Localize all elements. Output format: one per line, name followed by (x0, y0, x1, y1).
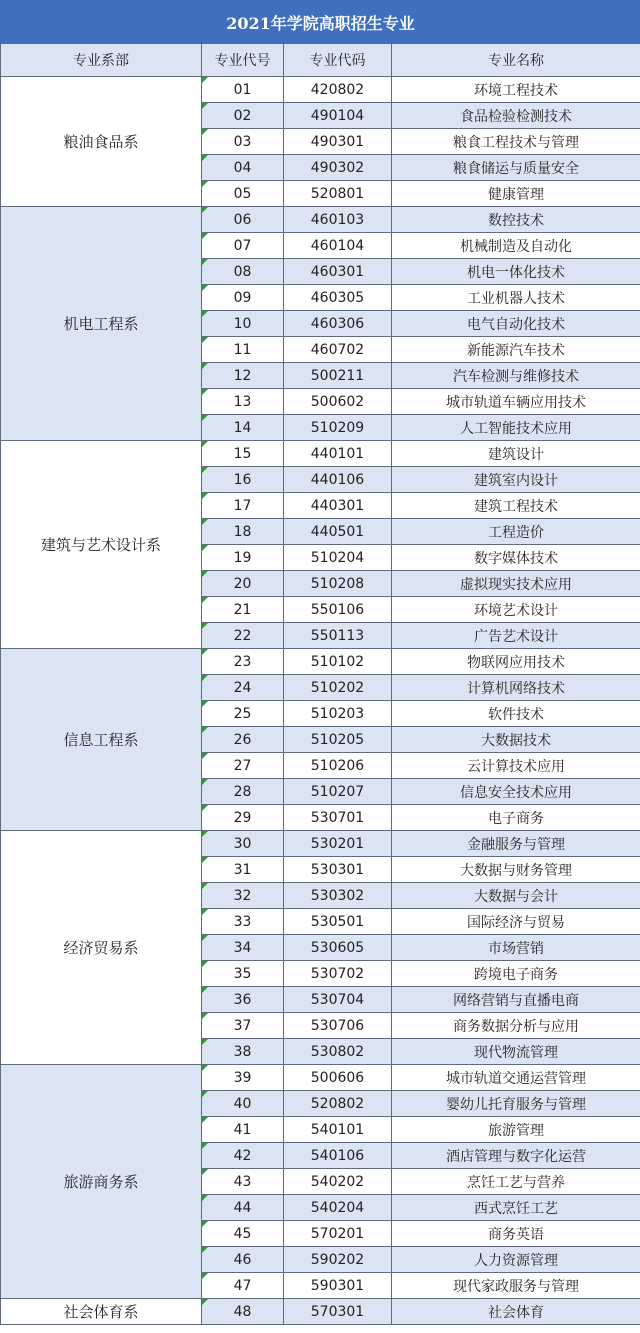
major-name-cell: 市场营销 (392, 935, 640, 961)
major-code-cell: 460702 (284, 337, 392, 363)
major-name-cell: 机电一体化技术 (392, 259, 640, 285)
major-code-cell: 510205 (284, 727, 392, 753)
major-name-cell: 工程造价 (392, 519, 640, 545)
department-cell: 经济贸易系 (1, 831, 202, 1065)
major-code-cell: 590202 (284, 1247, 392, 1273)
major-name-cell: 大数据与会计 (392, 883, 640, 909)
department-cell: 机电工程系 (1, 207, 202, 441)
major-name-cell: 建筑设计 (392, 441, 640, 467)
major-number-cell: 34 (202, 935, 284, 961)
major-code-cell: 530301 (284, 857, 392, 883)
major-number-cell: 28 (202, 779, 284, 805)
major-number-cell: 13 (202, 389, 284, 415)
table-row (1, 831, 640, 857)
major-number-cell: 37 (202, 1013, 284, 1039)
major-code-cell: 550113 (284, 623, 392, 649)
major-number-cell: 09 (202, 285, 284, 311)
major-name-cell: 国际经济与贸易 (392, 909, 640, 935)
table-row (1, 441, 640, 467)
major-name-cell: 汽车检测与维修技术 (392, 363, 640, 389)
major-code-cell: 530702 (284, 961, 392, 987)
major-name-cell: 粮食储运与质量安全 (392, 155, 640, 181)
major-number-cell: 45 (202, 1221, 284, 1247)
table-title: 2021年学院高职招生专业 (1, 1, 640, 44)
major-number-cell: 04 (202, 155, 284, 181)
major-number-cell: 42 (202, 1143, 284, 1169)
major-code-cell: 440101 (284, 441, 392, 467)
major-name-cell: 信息安全技术应用 (392, 779, 640, 805)
major-name-cell: 西式烹饪工艺 (392, 1195, 640, 1221)
major-number-cell: 08 (202, 259, 284, 285)
major-name-cell: 健康管理 (392, 181, 640, 207)
major-number-cell: 39 (202, 1065, 284, 1091)
major-name-cell: 酒店管理与数字化运营 (392, 1143, 640, 1169)
department-cell: 信息工程系 (1, 649, 202, 831)
major-number-cell: 38 (202, 1039, 284, 1065)
major-code-cell: 530701 (284, 805, 392, 831)
major-number-cell: 03 (202, 129, 284, 155)
major-number-cell: 30 (202, 831, 284, 857)
major-code-cell: 530302 (284, 883, 392, 909)
major-code-cell: 510204 (284, 545, 392, 571)
major-number-cell: 26 (202, 727, 284, 753)
major-code-cell: 510209 (284, 415, 392, 441)
major-number-cell: 32 (202, 883, 284, 909)
major-code-cell: 570201 (284, 1221, 392, 1247)
major-number-cell: 14 (202, 415, 284, 441)
major-code-cell: 440501 (284, 519, 392, 545)
major-name-cell: 金融服务与管理 (392, 831, 640, 857)
major-code-cell: 460104 (284, 233, 392, 259)
major-number-cell: 02 (202, 103, 284, 129)
major-code-cell: 490104 (284, 103, 392, 129)
table-row (1, 1065, 640, 1091)
major-name-cell: 建筑室内设计 (392, 467, 640, 493)
header-major-code: 专业代码 (284, 44, 392, 77)
major-code-cell: 530704 (284, 987, 392, 1013)
major-number-cell: 41 (202, 1117, 284, 1143)
major-number-cell: 46 (202, 1247, 284, 1273)
major-name-cell: 建筑工程技术 (392, 493, 640, 519)
major-number-cell: 12 (202, 363, 284, 389)
major-code-cell: 510202 (284, 675, 392, 701)
major-code-cell: 530501 (284, 909, 392, 935)
major-code-cell: 460301 (284, 259, 392, 285)
table-body (1, 77, 640, 1325)
major-name-cell: 城市轨道交通运营管理 (392, 1065, 640, 1091)
major-number-cell: 25 (202, 701, 284, 727)
major-name-cell: 广告艺术设计 (392, 623, 640, 649)
major-name-cell: 人力资源管理 (392, 1247, 640, 1273)
header-department: 专业系部 (1, 44, 202, 77)
major-code-cell: 530605 (284, 935, 392, 961)
major-name-cell: 数字媒体技术 (392, 545, 640, 571)
major-code-cell: 460306 (284, 311, 392, 337)
major-name-cell: 云计算技术应用 (392, 753, 640, 779)
major-name-cell: 食品检验检测技术 (392, 103, 640, 129)
major-name-cell: 工业机器人技术 (392, 285, 640, 311)
major-code-cell: 510207 (284, 779, 392, 805)
header-row (1, 44, 640, 77)
major-name-cell: 计算机网络技术 (392, 675, 640, 701)
major-name-cell: 跨境电子商务 (392, 961, 640, 987)
major-code-cell: 440106 (284, 467, 392, 493)
major-number-cell: 23 (202, 649, 284, 675)
major-number-cell: 47 (202, 1273, 284, 1299)
title-row (1, 1, 640, 44)
major-code-cell: 550106 (284, 597, 392, 623)
major-name-cell: 环境工程技术 (392, 77, 640, 103)
major-code-cell: 510203 (284, 701, 392, 727)
major-name-cell: 电子商务 (392, 805, 640, 831)
major-number-cell: 22 (202, 623, 284, 649)
major-code-cell: 540106 (284, 1143, 392, 1169)
major-code-cell: 510102 (284, 649, 392, 675)
major-name-cell: 环境艺术设计 (392, 597, 640, 623)
major-number-cell: 40 (202, 1091, 284, 1117)
major-name-cell: 网络营销与直播电商 (392, 987, 640, 1013)
major-name-cell: 新能源汽车技术 (392, 337, 640, 363)
major-number-cell: 21 (202, 597, 284, 623)
major-code-cell: 500211 (284, 363, 392, 389)
major-name-cell: 大数据技术 (392, 727, 640, 753)
major-code-cell: 460103 (284, 207, 392, 233)
department-cell: 建筑与艺术设计系 (1, 441, 202, 649)
major-code-cell: 530706 (284, 1013, 392, 1039)
major-code-cell: 490301 (284, 129, 392, 155)
major-number-cell: 35 (202, 961, 284, 987)
major-number-cell: 06 (202, 207, 284, 233)
major-name-cell: 商务数据分析与应用 (392, 1013, 640, 1039)
major-number-cell: 36 (202, 987, 284, 1013)
major-code-cell: 490302 (284, 155, 392, 181)
department-cell: 社会体育系 (1, 1299, 202, 1325)
major-name-cell: 物联网应用技术 (392, 649, 640, 675)
major-code-cell: 440301 (284, 493, 392, 519)
major-name-cell: 粮食工程技术与管理 (392, 129, 640, 155)
major-number-cell: 15 (202, 441, 284, 467)
major-name-cell: 烹饪工艺与营养 (392, 1169, 640, 1195)
major-code-cell: 530201 (284, 831, 392, 857)
major-code-cell: 520801 (284, 181, 392, 207)
major-code-cell: 590301 (284, 1273, 392, 1299)
major-name-cell: 软件技术 (392, 701, 640, 727)
major-name-cell: 虚拟现实技术应用 (392, 571, 640, 597)
major-name-cell: 现代物流管理 (392, 1039, 640, 1065)
major-code-cell: 420802 (284, 77, 392, 103)
major-number-cell: 48 (202, 1299, 284, 1325)
major-number-cell: 01 (202, 77, 284, 103)
major-code-cell: 570301 (284, 1299, 392, 1325)
table-row (1, 1299, 640, 1325)
major-code-cell: 500606 (284, 1065, 392, 1091)
header-major-name: 专业名称 (392, 44, 640, 77)
major-code-cell: 520802 (284, 1091, 392, 1117)
major-number-cell: 19 (202, 545, 284, 571)
major-name-cell: 大数据与财务管理 (392, 857, 640, 883)
major-code-cell: 530802 (284, 1039, 392, 1065)
major-number-cell: 11 (202, 337, 284, 363)
table-row (1, 77, 640, 103)
major-number-cell: 27 (202, 753, 284, 779)
major-code-cell: 540101 (284, 1117, 392, 1143)
major-code-cell: 460305 (284, 285, 392, 311)
major-number-cell: 16 (202, 467, 284, 493)
major-number-cell: 33 (202, 909, 284, 935)
table-row (1, 649, 640, 675)
major-code-cell: 500602 (284, 389, 392, 415)
department-cell: 旅游商务系 (1, 1065, 202, 1299)
major-name-cell: 城市轨道车辆应用技术 (392, 389, 640, 415)
major-number-cell: 07 (202, 233, 284, 259)
major-number-cell: 05 (202, 181, 284, 207)
header-major-number: 专业代号 (202, 44, 284, 77)
major-number-cell: 10 (202, 311, 284, 337)
major-number-cell: 29 (202, 805, 284, 831)
major-code-cell: 540202 (284, 1169, 392, 1195)
major-code-cell: 510208 (284, 571, 392, 597)
major-name-cell: 社会体育 (392, 1299, 640, 1325)
major-number-cell: 43 (202, 1169, 284, 1195)
table-row (1, 207, 640, 233)
major-name-cell: 现代家政服务与管理 (392, 1273, 640, 1299)
major-code-cell: 510206 (284, 753, 392, 779)
major-name-cell: 数控技术 (392, 207, 640, 233)
major-name-cell: 机械制造及自动化 (392, 233, 640, 259)
major-name-cell: 婴幼儿托育服务与管理 (392, 1091, 640, 1117)
major-code-cell: 540204 (284, 1195, 392, 1221)
department-cell: 粮油食品系 (1, 77, 202, 207)
major-name-cell: 人工智能技术应用 (392, 415, 640, 441)
major-number-cell: 17 (202, 493, 284, 519)
major-number-cell: 31 (202, 857, 284, 883)
major-number-cell: 20 (202, 571, 284, 597)
major-number-cell: 18 (202, 519, 284, 545)
major-number-cell: 44 (202, 1195, 284, 1221)
major-name-cell: 电气自动化技术 (392, 311, 640, 337)
major-name-cell: 旅游管理 (392, 1117, 640, 1143)
major-name-cell: 商务英语 (392, 1221, 640, 1247)
major-number-cell: 24 (202, 675, 284, 701)
